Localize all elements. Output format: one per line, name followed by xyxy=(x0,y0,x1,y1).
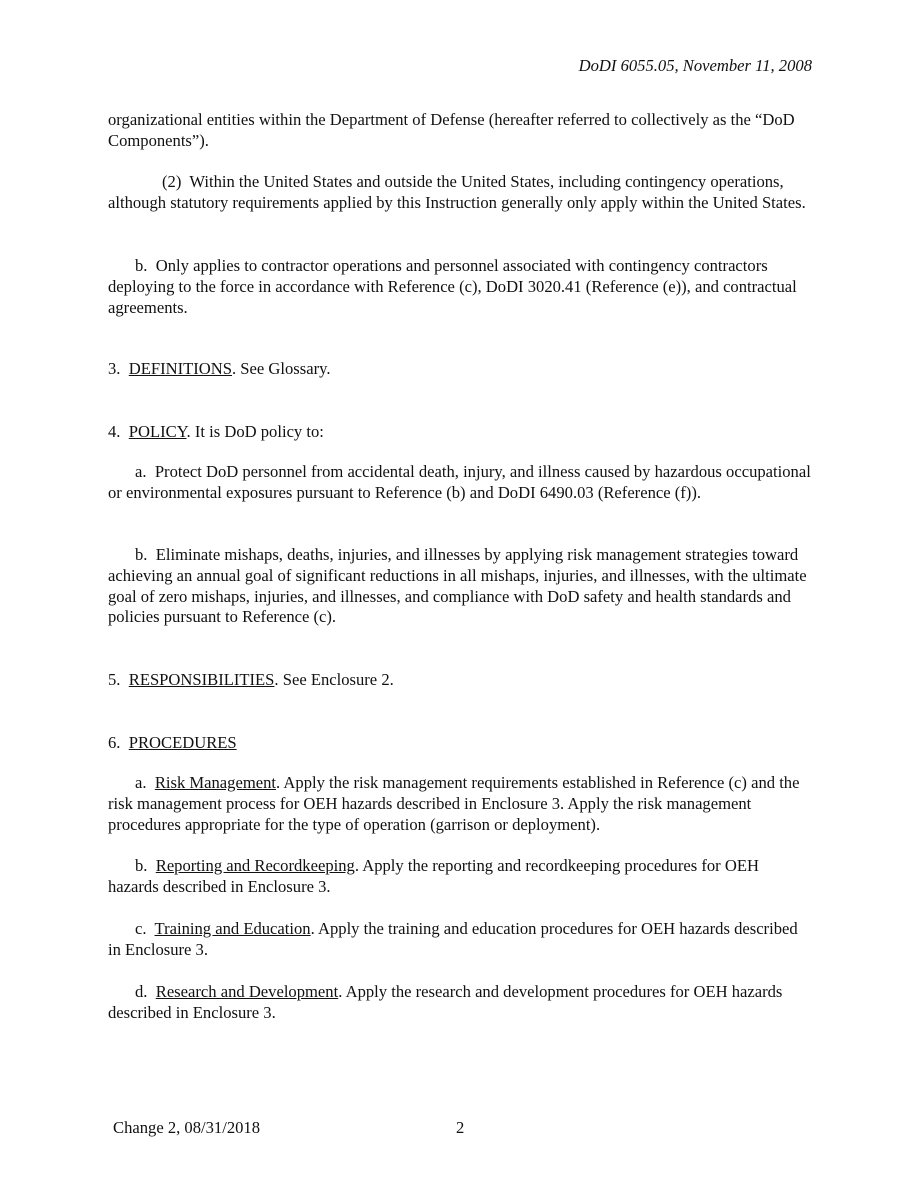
paragraph-6b xyxy=(108,856,813,898)
section-title: RESPONSIBILITIES xyxy=(128,670,275,689)
paragraph-1b xyxy=(108,256,813,318)
section-title: POLICY xyxy=(128,422,187,441)
item-title: Training and Education xyxy=(154,919,311,938)
item-number: b. xyxy=(135,545,148,564)
paragraph-1a-2 xyxy=(108,172,813,214)
section-3-definitions xyxy=(108,359,813,380)
item-number: b. xyxy=(135,256,148,275)
section-number: 3. xyxy=(108,359,121,378)
section-number: 5. xyxy=(108,670,121,689)
footer-change: Change 2, 08/31/2018 xyxy=(113,1118,261,1137)
item-number: c. xyxy=(135,919,147,938)
item-title: Reporting and Recordkeeping xyxy=(155,856,355,875)
section-number: 6. xyxy=(108,733,121,752)
item-text: Protect DoD personnel from accidental death, injury, and illness caused by hazardous occupational or environmental exposures pursuant to Reference (b) and DoDI 6490.03 (Reference (f)). xyxy=(108,462,811,502)
item-text: Eliminate mishaps, deaths, injuries, and illnesses by applying risk management strategies toward achieving an annual goal of significant reductions in all mishaps, injuries, and illnesses, with the ultimate goal of zero mishaps, injuries, and illnesses, and compliance with DoD safety and health standards and policies pursuant to Reference (c). xyxy=(108,545,807,627)
section-5-responsibilities xyxy=(108,670,813,691)
paragraph-4a xyxy=(108,462,813,504)
section-4-policy xyxy=(108,422,813,443)
section-number: 4. xyxy=(108,422,121,441)
paragraph-6a xyxy=(108,773,813,835)
item-number: (2) xyxy=(162,172,182,191)
paragraph-6d xyxy=(108,982,813,1024)
item-text: . Apply the risk management requirements established in Reference (c) and the risk management process for OEH hazards described in Enclosure 3. Apply the risk management procedures appropriate for the type of operation (garrison or deployment). xyxy=(108,773,800,834)
item-number: d. xyxy=(135,982,148,1001)
item-number: b. xyxy=(135,856,148,875)
section-text: . See Glossary. xyxy=(232,359,331,378)
item-text: Only applies to contractor operations and personnel associated with contingency contractors deploying to the force in accordance with Reference (c), DoDI 3020.41 (Reference (e)), and contractual agreements. xyxy=(108,256,797,317)
item-text: . Apply the reporting and recordkeeping procedures for OEH hazards described in Enclosure 3. xyxy=(108,856,759,896)
item-number: a. xyxy=(135,462,147,481)
page-header: DoDI 6055.05, November 11, 2008 xyxy=(578,56,812,75)
item-text: Within the United States and outside the United States, including contingency operations, although statutory requirements applied by this Instruction generally only apply within the United States. xyxy=(108,172,806,212)
footer-page-number: 2 xyxy=(456,1118,465,1137)
section-6-procedures xyxy=(108,733,813,754)
paragraph-continuation: organizational entities within the Department of Defense (hereafter referred to collectively as the “DoD Components”). xyxy=(108,110,795,150)
paragraph-6c xyxy=(108,919,813,961)
item-number: a. xyxy=(135,773,147,792)
item-text: . Apply the training and education procedures for OEH hazards described in Enclosure 3. xyxy=(108,919,798,959)
paragraph-4b xyxy=(108,545,813,628)
section-title: PROCEDURES xyxy=(128,733,237,752)
item-title: Risk Management xyxy=(154,773,277,792)
item-text: . Apply the research and development procedures for OEH hazards described in Enclosure 3. xyxy=(108,982,783,1022)
section-title: DEFINITIONS xyxy=(128,359,232,378)
section-text: . See Enclosure 2. xyxy=(274,670,394,689)
section-text: . It is DoD policy to: xyxy=(186,422,324,441)
item-title: Research and Development xyxy=(155,982,339,1001)
